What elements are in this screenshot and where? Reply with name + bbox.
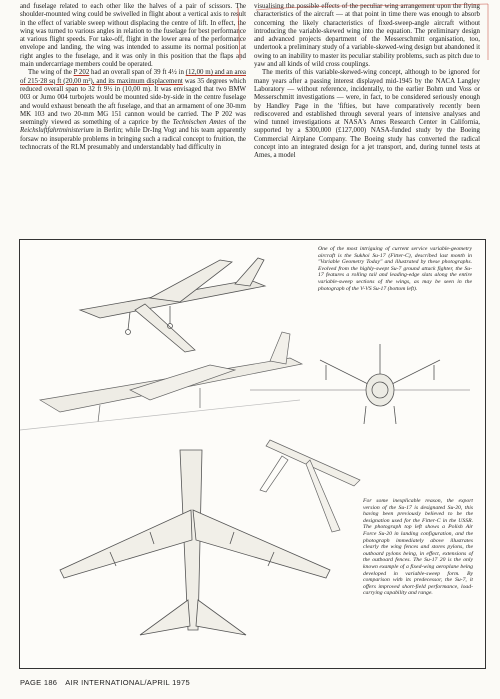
aircraft-photo-landing <box>80 258 265 352</box>
text-run: of the <box>226 119 247 127</box>
page-footer <box>20 678 480 687</box>
annotation-mark <box>0 0 500 240</box>
aircraft-photo-side <box>260 440 360 532</box>
photo-figure <box>19 239 486 669</box>
left-paragraph-1: and fuselage related to each other like the halves of a pair of scissors. The shoulder-mounted wing could be swivelled in flight about a vertical axis to result in the effect of variable sweep without displacing the centre of lift. In effect, the wing was turned to various angles in relation to the fuselage for best performance at various flight speeds. For take-off, flight in the lower area of the performance envelope and landing, the wing was intended to assume its normal position at right angles to the fuselage, and it was only in this position that the flaps and main undercarriage members could be operated. <box>20 3 246 69</box>
aircraft-photographs <box>20 240 485 668</box>
underlined-text: (12,00 m) and an area of 215·28 sq ft (20,00 m²), and its maximum displacement <box>20 69 246 85</box>
figure-caption-bottom: For some inexplicable reason, the export version of the Su-17 is designated Su-20, this having been previously believed to be the designation used for the Fitter-C in the USSR. The photograph top left shows a Polish Air Force Su-20 in landing configuration, and the photograph immediately above illustrates clearly the wing fences and stores pylons, the outboard pylons being, in effect, extensions of the outboard fences. The Su-17 20 is the only known example of a fixed-wing aeroplane being developed in variable-sweep form. By comparison with its predecessor, the Su-7, it offers improved short-field performance, load-carrying capability and range. <box>363 498 473 597</box>
publication-title: AIR INTERNATIONAL/APRIL 1975 <box>65 678 190 687</box>
text-run: in Berlin; while Dr-Ing Vogt and his team apparently forsaw no insuperable problems in bringing such a radical concept to fruition, the technocrats of the RLM presumably and understandably had difficulty in <box>20 127 246 152</box>
aircraft-photo-underside <box>60 450 330 635</box>
text-run: The wing of the <box>28 69 74 77</box>
figure-caption-top: One of the most intriguing of current service variable-geometry aircraft is the Sukhoi Su-17 (Fitter-C), described last month in "Variable Geometry Today" and illustrated by these photographs. Evolved from the highly-swept Su-7 ground attack fighter, the Su-17 features a rolling tail and leading-edge slats along the entire variable-sweep sections of the wings, as may be seen in the photograph of the V-VS Su-17 (bottom left). <box>318 246 472 292</box>
right-paragraph-1: visualising the possible effects of the peculiar wing arrangement upon the flying characteristics of the aircraft — at that point in time there was enough to absorb concerning the likely characteristics of fixed-sweep-angle aircraft without introducing the variable-skewed wing into the equation. The preliminary design and advanced projects department of the Messerschmitt organisation, too, undertook a preliminary study of a variable-skewed-wing design but abandoned it owing to an inability to master its peculiar stability problems, such as pitch due to yaw and all kinds of wild cross couplings. <box>254 3 480 69</box>
right-paragraph-2: The merits of this variable-skewed-wing concept, although to be ignored for many years after a passing interest displayed mid-1945 by the NACA Langley Laboratory — without reference, incidentally, to the earlier Bohm und Voss or Messerschmitt investigations — were, in fact, to be considered seriously enough by Handley Page in the 'fifties, but have comparatively recently been rediscovered and established through several years of intensive analyses and wind tunnel investigations at NASA's Ames Research Center in California, supported by a $300,000 (£127,000) NASA-funded study by the Boeing Commercial Airplane Company. The Boeing study has converted the radical concept into an integrated design for a jet transport, and, during tunnel tests at Ames, a model <box>254 69 480 160</box>
italic-text: Reichsluftfahrtministerium <box>20 127 94 135</box>
page-number: PAGE 186 <box>20 678 58 687</box>
italic-text: Technischen Amtes <box>172 119 227 127</box>
underlined-text: P 202 <box>73 69 90 77</box>
text-run: had an overall span of 39 ft 4½ in <box>89 69 186 77</box>
text-run: was 35 degrees which reduced overall span to 32 ft 9½ in (10,00 m). It was envisaged that two BMW 003 or Jumo 004 turbojets would be mounted side-by-side in the centre fuselage and would exhaust beneath the aft fuselage, and that an armament of one 30-mm MK 103 and two 20-mm MG 151 cannon would be carried. The P 202 was seemingly viewed as something of a caprice by the <box>20 77 246 127</box>
aircraft-photo-ground <box>20 332 302 430</box>
